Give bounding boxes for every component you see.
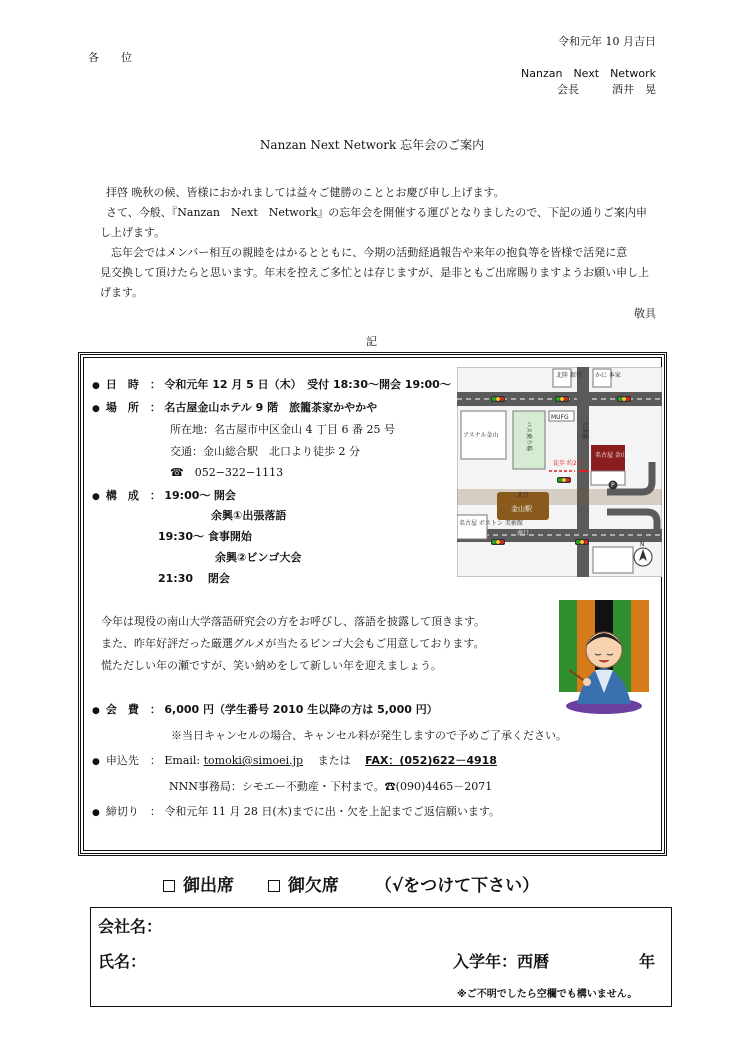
phone-icon: ☎ — [170, 466, 184, 479]
absent-option[interactable] — [268, 876, 339, 896]
note-line-1: 今年は現役の南山大学落語研究会の方をお呼びし、落語を披露して頂きます。 — [101, 615, 486, 628]
email-link[interactable]: tomoki@simoei.jp — [203, 754, 304, 767]
program-row-5 — [158, 570, 230, 586]
sender-name: 会長 酒井 晃 — [557, 83, 656, 96]
year-field-label[interactable]: 入学年：西暦 — [453, 952, 550, 971]
closing: 敬具 — [634, 307, 656, 320]
map-label-otsu: 大津通 — [581, 421, 588, 440]
attend-option[interactable] — [163, 876, 234, 896]
rsvp-footnote: ※ご不明でしたら空欄でも構いません。 — [457, 989, 638, 1000]
page-title: Nanzan Next Network 忘年会のご案内 — [259, 138, 485, 152]
company-field-label[interactable]: 会社名： — [98, 917, 163, 936]
program-item-1: 開会 — [213, 489, 236, 502]
program-time-3: 19:30～ — [158, 530, 205, 543]
absent-label: 御欠席 — [287, 876, 339, 896]
map-label-walk: 徒歩 約2分 — [553, 460, 583, 467]
fax-number: FAX：(052)622－4918 — [365, 754, 497, 767]
paragraph-3c: げます。 — [100, 286, 144, 299]
fee-value: 6,000 円（学生番号 2010 生以降の方は 5,000 円） — [164, 703, 438, 716]
or-text: または — [317, 754, 351, 767]
name-field-label[interactable]: 氏名： — [98, 952, 147, 971]
map-label-parking: P — [611, 482, 615, 489]
program-item-2: 余興①出張落語 — [211, 509, 287, 522]
map-label-north: N — [640, 541, 645, 548]
office-phone-icon: ☎ — [384, 780, 396, 793]
office-row — [169, 778, 492, 794]
datetime-value: 令和元年 12 月 5 日（木） 受付 18:30～開会 19:00～ — [164, 378, 451, 391]
attend-label: 御出席 — [183, 876, 234, 896]
apply-label: 申込先 ： — [105, 754, 161, 767]
place-row: ● 場 所 ： 名古屋金山ホテル 9 階 旅籠茶家かやかや — [92, 401, 378, 414]
recipient: 各 位 — [88, 51, 132, 64]
access-map — [457, 367, 662, 577]
map-label-kitaguchi: 北口 — [517, 492, 530, 499]
absent-checkbox[interactable] — [268, 880, 280, 892]
program-item-5: 閉会 — [207, 572, 230, 585]
address: 所在地：名古屋市中区金山 4 丁目 6 番 25 号 — [170, 423, 395, 436]
note-line-3: 慌ただしい年の瀬ですが、笑い納めをして新しい年を迎えましょう。 — [101, 659, 442, 672]
attend-checkbox[interactable] — [163, 880, 175, 892]
place-value: 名古屋金山ホテル 9 階 旅籠茶家かやかや — [164, 401, 378, 414]
map-label-bus: バス乗り場 — [525, 421, 532, 452]
datetime-row: ● 日 時 ： 令和元年 12 月 5 日（木） 受付 18:30～開会 19:00～ — [92, 378, 451, 391]
body-text — [100, 183, 660, 303]
rsvp-options — [163, 871, 539, 896]
datetime-label: 日 時 ： — [105, 378, 161, 391]
paragraph-3b: 見交換して頂けたらと思います。年末を控えご多忙とは存じますが、是非ともご出席賜りますようお願い申し上 — [100, 266, 650, 279]
map-label-minamiguchi: 南口 — [517, 530, 530, 537]
program-item-3: 食事開始 — [207, 530, 252, 543]
map-label-mufg: MUFG — [551, 414, 569, 421]
issue-date: 令和元年 10 月吉日 — [558, 35, 656, 48]
deadline-value: 令和元年 11 月 28 日(木)までに出・欠を上記までご返信願います。 — [164, 805, 501, 818]
apply-row: ● 申込先 ： Email: tomoki@simoei.jp または FAX：(052)622－4918 — [92, 754, 497, 767]
program-time-1: 19:00～ — [164, 489, 211, 502]
paragraph-3a: 忘年会ではメンバー相互の親睦をはかるとともに、今期の活動経過報告や来年の抱負等を皆様で活発に意 — [111, 246, 628, 259]
ki-mark: 記 — [366, 335, 377, 348]
program-row: ● 構 成 ： 19:00～ 開会 — [92, 489, 236, 502]
map-label-asunal: アスナル金山 — [463, 432, 499, 439]
paragraph-2a: さて、今般、『Nanzan Next Network』の忘年会を開催する運びとなりましたので、下記の通りご案内申 — [106, 206, 648, 219]
fee-note: ※当日キャンセルの場合、キャンセル料が発生しますので予めご了承ください。 — [171, 729, 567, 742]
phone-row — [170, 464, 283, 480]
phone: 052−322−1113 — [194, 466, 284, 479]
map-label-boston: 名古屋 ボストン 美術館 — [459, 520, 523, 527]
map-label-station: 金山駅 — [511, 505, 532, 513]
map-label-hotel: 名古屋 金山ホテル — [595, 452, 645, 459]
place-label: 場 所 ： — [105, 401, 161, 414]
deadline-row: ● 締切り ： 令和元年 11 月 28 日(木)までに出・欠を上記までご返信願います。 — [92, 805, 501, 818]
paragraph-2b: し上げます。 — [100, 226, 166, 239]
sender-org: Nanzan Next Network — [521, 67, 656, 80]
fee-label: 会 費 ： — [105, 703, 161, 716]
office-phone: (090)4465－2071 — [395, 780, 493, 793]
rakugo-performer-illustration — [555, 598, 653, 718]
map-label-kitariku: 北陸 銀行 — [556, 372, 582, 379]
email-label: Email: — [164, 754, 201, 767]
office: NNN事務局：シモエー不動産・下村まで。 — [169, 780, 385, 793]
program-time-5: 21:30 — [158, 572, 194, 585]
program-label: 構 成 ： — [105, 489, 161, 502]
rsvp-instruction: （√をつけて下さい） — [374, 876, 540, 896]
greeting-line: 拝啓 晩秋の候、皆様におかれましては益々ご健勝のこととお慶び申し上げます。 — [106, 186, 505, 199]
access: 交通：金山総合駅 北口より徒歩 2 分 — [170, 445, 360, 458]
fee-row: ● 会 費 ： 6,000 円（学生番号 2010 生以降の方は 5,000 円） — [92, 703, 438, 716]
program-item-4: 余興②ビンゴ大会 — [215, 551, 302, 564]
map-label-kanichi: かに 本家 — [595, 372, 621, 379]
note-line-2: また、昨年好評だった厳選グルメが当たるビンゴ大会もご用意しております。 — [101, 637, 485, 650]
program-row-3 — [158, 528, 252, 544]
deadline-label: 締切り ： — [105, 805, 161, 818]
year-suffix: 年 — [639, 952, 656, 971]
